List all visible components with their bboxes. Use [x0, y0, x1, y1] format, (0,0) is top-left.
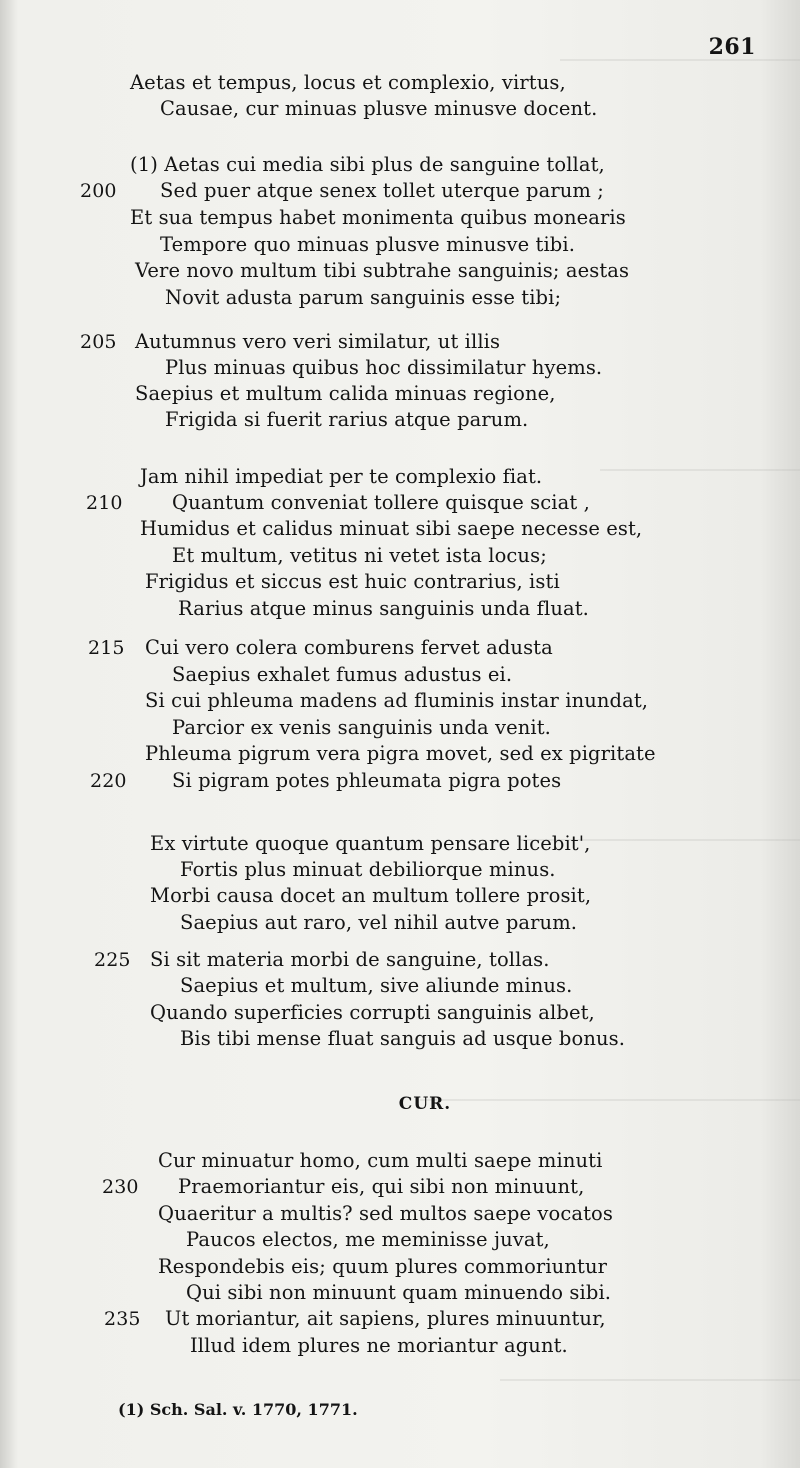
line-number: 235 [104, 1308, 141, 1330]
verse-text: Autumnus vero veri similatur, ut illis [135, 330, 501, 353]
verse-text: Si sit materia morbi de sanguine, tollas. [150, 948, 550, 971]
verse-text: Ut moriantur, ait sapiens, plures minuuntur, [165, 1307, 606, 1330]
footnote: (1) Sch. Sal. v. 1770, 1771. [118, 1400, 358, 1419]
verse-text: Fortis plus minuat debiliorque minus. [180, 858, 556, 881]
verse-text: Praemoriantur eis, qui sibi non minuunt, [178, 1175, 585, 1198]
verse-text: Jam nihil impediat per te complexio fiat. [140, 465, 543, 488]
verse-line [0, 831, 800, 857]
verse-text: Frigidus et siccus est huic contrarius, isti [145, 570, 560, 593]
page-number: 261 [708, 34, 756, 60]
verse-text: Morbi causa docet an multum tollere prosit, [150, 884, 592, 907]
section-heading: CUR. [398, 1094, 452, 1114]
line-number: 210 [86, 492, 123, 514]
verse-text: Si cui phleuma madens ad fluminis instar inundat, [145, 689, 649, 712]
verse-text: Si pigram potes phleumata pigra potes [172, 769, 562, 792]
verse-text: Causae, cur minuas plusve minusve docent. [160, 97, 598, 120]
verse-line [0, 70, 800, 96]
verse-line [0, 407, 800, 433]
verse-line [0, 1254, 800, 1280]
verse-text: Qui sibi non minuunt quam minuendo sibi. [186, 1281, 612, 1304]
verse-text: Respondebis eis; quum plures commoriuntur [158, 1255, 608, 1278]
verse-line [0, 973, 800, 999]
verse-text: Quaeritur a multis? sed multos saepe vocatos [158, 1202, 614, 1225]
verse-line [0, 381, 800, 407]
verse-line [0, 1148, 800, 1174]
verse-text: Saepius et multum, sive aliunde minus. [180, 974, 573, 997]
verse-line [0, 329, 800, 355]
verse-line [0, 1333, 800, 1359]
verse-line [0, 569, 800, 595]
verse-line [0, 910, 800, 936]
verse-line [0, 258, 800, 284]
verse-line [0, 1280, 800, 1306]
verse-line [0, 741, 800, 767]
verse-line [0, 1227, 800, 1253]
verse-text: Bis tibi mense fluat sanguis ad usque bonus. [180, 1027, 626, 1050]
verse-line [0, 152, 800, 178]
verse-line [0, 1306, 800, 1332]
verse-line [0, 715, 800, 741]
verse-text: Aetas et tempus, locus et complexio, virtus, [130, 71, 566, 94]
line-number: 200 [80, 180, 117, 202]
verse-text: Saepius exhalet fumus adustus ei. [172, 663, 513, 686]
verse-line [0, 205, 800, 231]
verse-text: Humidus et calidus minuat sibi saepe necesse est, [140, 517, 643, 540]
verse-text: Cui vero colera comburens fervet adusta [145, 636, 553, 659]
verse-line [0, 947, 800, 973]
verse-text: Rarius atque minus sanguinis unda fluat. [178, 597, 589, 620]
verse-line [0, 1174, 800, 1200]
verse-text: Phleuma pigrum vera pigra movet, sed ex pigritate [145, 742, 656, 765]
verse-line [0, 543, 800, 569]
verse-line [0, 516, 800, 542]
verse-line [0, 883, 800, 909]
line-number: 215 [88, 637, 125, 659]
verse-line [0, 285, 800, 311]
verse-text: Et sua tempus habet monimenta quibus monearis [130, 206, 626, 229]
verse-text: Plus minuas quibus hoc dissimilatur hyems. [165, 356, 603, 379]
verse-text: Parcior ex venis sanguinis unda venit. [172, 716, 551, 739]
verse-line [0, 355, 800, 381]
verse-line [0, 662, 800, 688]
verse-text: (1) Aetas cui media sibi plus de sanguine tollat, [130, 153, 605, 176]
verse-line [0, 178, 800, 204]
verse-line [0, 1026, 800, 1052]
verse-line [0, 464, 800, 490]
verse-line [0, 490, 800, 516]
verse-text: Tempore quo minuas plusve minusve tibi. [160, 233, 575, 256]
verse-text: Illud idem plures ne moriantur agunt. [190, 1334, 568, 1357]
verse-text: Vere novo multum tibi subtrahe sanguinis; aestas [135, 259, 630, 282]
verse-line [0, 635, 800, 661]
verse-text: Frigida si fuerit rarius atque parum. [165, 408, 529, 431]
verse-line [0, 596, 800, 622]
verse-line [0, 232, 800, 258]
verse-text: Novit adusta parum sanguinis esse tibi; [165, 286, 562, 309]
line-number: 230 [102, 1176, 139, 1198]
line-number: 205 [80, 331, 117, 353]
verse-text: Et multum, vetitus ni vetet ista locus; [172, 544, 547, 567]
verse-text: Quantum conveniat tollere quisque sciat , [172, 491, 590, 514]
verse-line [0, 768, 800, 794]
verse-text: Saepius aut raro, vel nihil autve parum. [180, 911, 578, 934]
verse-text: Saepius et multum calida minuas regione, [135, 382, 556, 405]
verse-line [0, 688, 800, 714]
verse-text: Cur minuatur homo, cum multi saepe minuti [158, 1149, 603, 1172]
verse-line [0, 1000, 800, 1026]
verse-text: Quando superficies corrupti sanguinis albet, [150, 1001, 595, 1024]
line-number: 225 [94, 949, 131, 971]
verse-line [0, 96, 800, 122]
verse-text: Sed puer atque senex tollet uterque parum ; [160, 179, 604, 202]
verse-line [0, 1201, 800, 1227]
verse-line [0, 857, 800, 883]
line-number: 220 [90, 770, 127, 792]
verse-text: Ex virtute quoque quantum pensare licebit', [150, 832, 591, 855]
verse-text: Paucos electos, me meminisse juvat, [186, 1228, 550, 1251]
